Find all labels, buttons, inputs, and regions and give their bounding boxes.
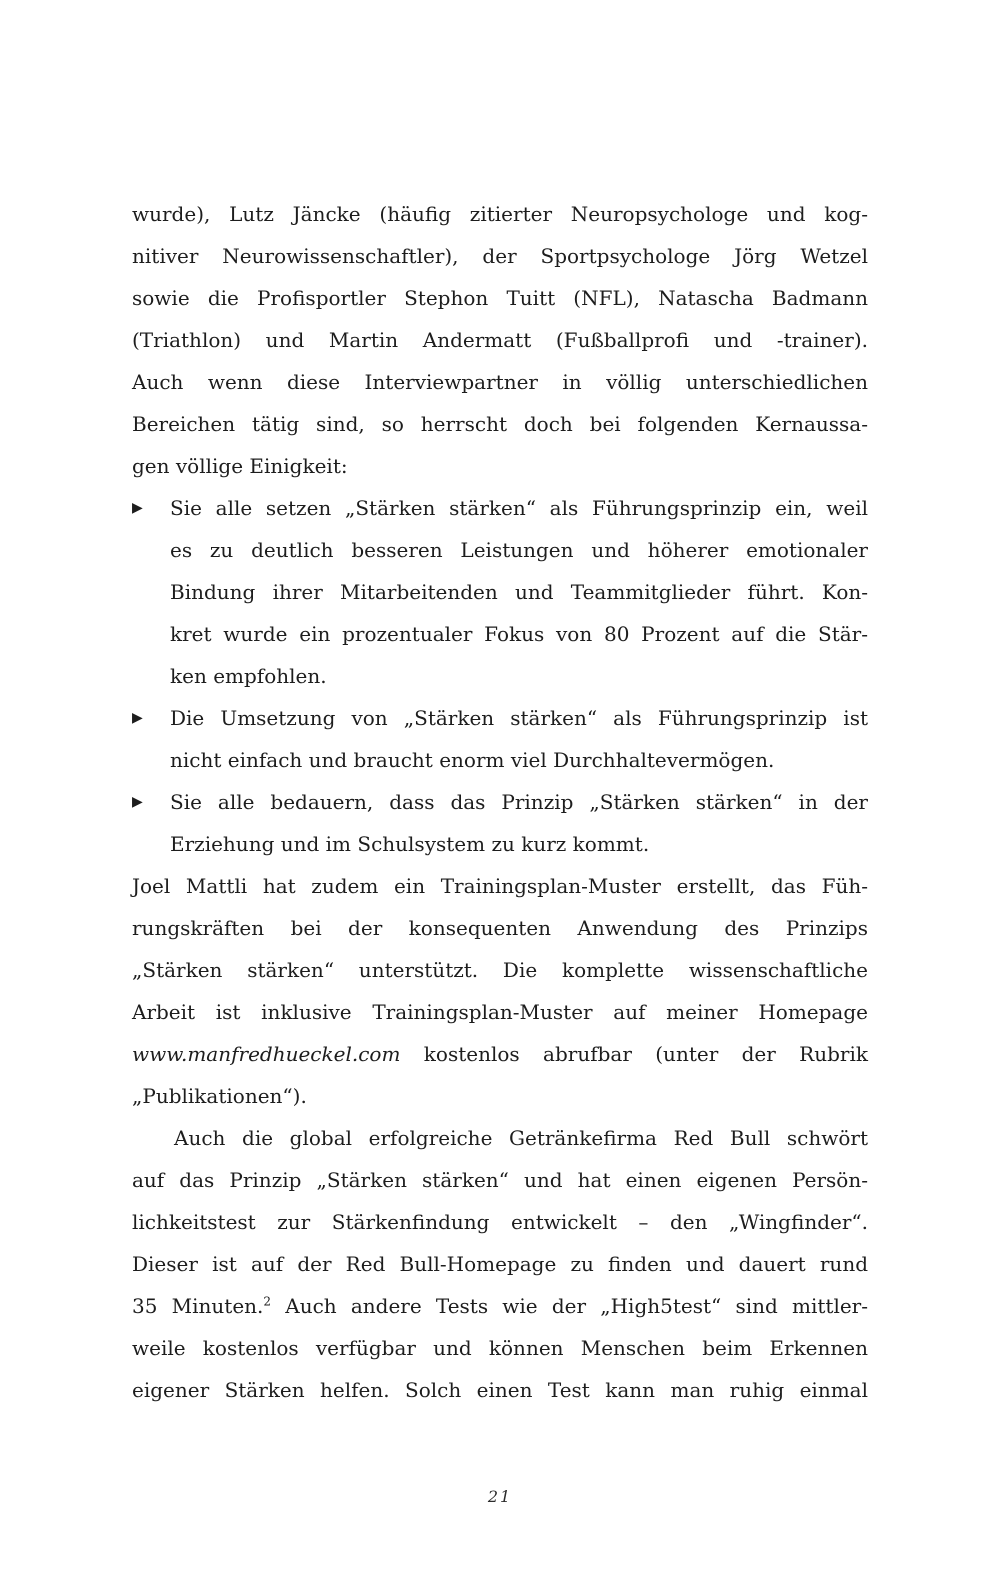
text-line: auf das Prinzip „Stärken stärken“ und hat einen eigenen Persön- bbox=[132, 1168, 868, 1192]
text-run: Auch andere Tests wie der „High5test“ sind mittler- bbox=[271, 1294, 868, 1318]
bullet-list-item bbox=[132, 697, 868, 781]
text-line bbox=[132, 1285, 868, 1327]
text-line bbox=[132, 1033, 868, 1075]
text-line: nitiver Neurowissenschaftler), der Sportpsychologe Jörg Wetzel bbox=[132, 244, 868, 268]
text-line: Auch wenn diese Interviewpartner in völlig unterschiedlichen bbox=[132, 370, 868, 394]
text-line: kret wurde ein prozentualer Fokus von 80 Prozent auf die Stär- bbox=[170, 622, 868, 646]
text-line: Bereichen tätig sind, so herrscht doch bei folgenden Kernaussa- bbox=[132, 412, 868, 436]
text-line: Dieser ist auf der Red Bull-Homepage zu finden und dauert rund bbox=[132, 1252, 868, 1276]
text-line: rungskräften bei der konsequenten Anwendung des Prinzips bbox=[132, 916, 868, 940]
text-line: „Stärken stärken“ unterstützt. Die komplette wissenschaftliche bbox=[132, 958, 868, 982]
text-line: es zu deutlich besseren Leistungen und höherer emotionaler bbox=[170, 538, 868, 562]
text-line: Sie alle bedauern, dass das Prinzip „Stärken stärken“ in der bbox=[170, 790, 868, 814]
bullet-list-item bbox=[132, 781, 868, 865]
text-run: 35 Minuten. bbox=[132, 1294, 264, 1318]
text-line: (Triathlon) und Martin Andermatt (Fußballprofi und -trainer). bbox=[132, 328, 868, 352]
paragraph bbox=[132, 1117, 868, 1411]
text-line: eigener Stärken helfen. Solch einen Test kann man ruhig einmal bbox=[132, 1378, 868, 1402]
page-number: 21 bbox=[487, 1487, 513, 1506]
text-run: kostenlos abrufbar (unter der Rubrik bbox=[400, 1042, 868, 1066]
text-line: sowie die Profisportler Stephon Tuitt (NFL), Natascha Badmann bbox=[132, 286, 868, 310]
text-line: Die Umsetzung von „Stärken stärken“ als Führungsprinzip ist bbox=[170, 706, 868, 730]
text-line: ken empfohlen. bbox=[170, 664, 327, 688]
bullet-triangle-icon: ▶ bbox=[132, 710, 143, 726]
text-line: Arbeit ist inklusive Trainingsplan-Muster auf meiner Homepage bbox=[132, 1000, 868, 1024]
text-line: Bindung ihrer Mitarbeitenden und Teammitglieder führt. Kon- bbox=[170, 580, 868, 604]
text-line: Erziehung und im Schulsystem zu kurz kommt. bbox=[170, 832, 650, 856]
text-line: „Publikationen“). bbox=[132, 1084, 307, 1108]
footnote-reference: 2 bbox=[263, 1294, 272, 1309]
text-line: gen völlige Einigkeit: bbox=[132, 454, 348, 478]
text-line: Joel Mattli hat zudem ein Trainingsplan-Muster erstellt, das Füh- bbox=[132, 874, 868, 898]
website-url-text: www.manfredhueckel.com bbox=[132, 1042, 401, 1066]
bullet-list-item bbox=[132, 487, 868, 697]
paragraph bbox=[132, 865, 868, 1117]
text-line: weile kostenlos verfügbar und können Menschen beim Erkennen bbox=[132, 1336, 868, 1360]
text-line: lichkeitstest zur Stärkenfindung entwickelt – den „Wingfinder“. bbox=[132, 1210, 868, 1234]
bullet-triangle-icon: ▶ bbox=[132, 500, 143, 516]
text-line: wurde), Lutz Jäncke (häufig zitierter Neuropsychologe und kog- bbox=[132, 202, 868, 226]
paragraph bbox=[132, 193, 868, 487]
text-block bbox=[132, 193, 868, 1411]
bullet-triangle-icon: ▶ bbox=[132, 794, 143, 810]
text-line: Sie alle setzen „Stärken stärken“ als Führungsprinzip ein, weil bbox=[170, 496, 868, 520]
text-line: Auch die global erfolgreiche Getränkefirma Red Bull schwört bbox=[174, 1126, 868, 1150]
text-line: nicht einfach und braucht enorm viel Durchhaltevermögen. bbox=[170, 748, 775, 772]
